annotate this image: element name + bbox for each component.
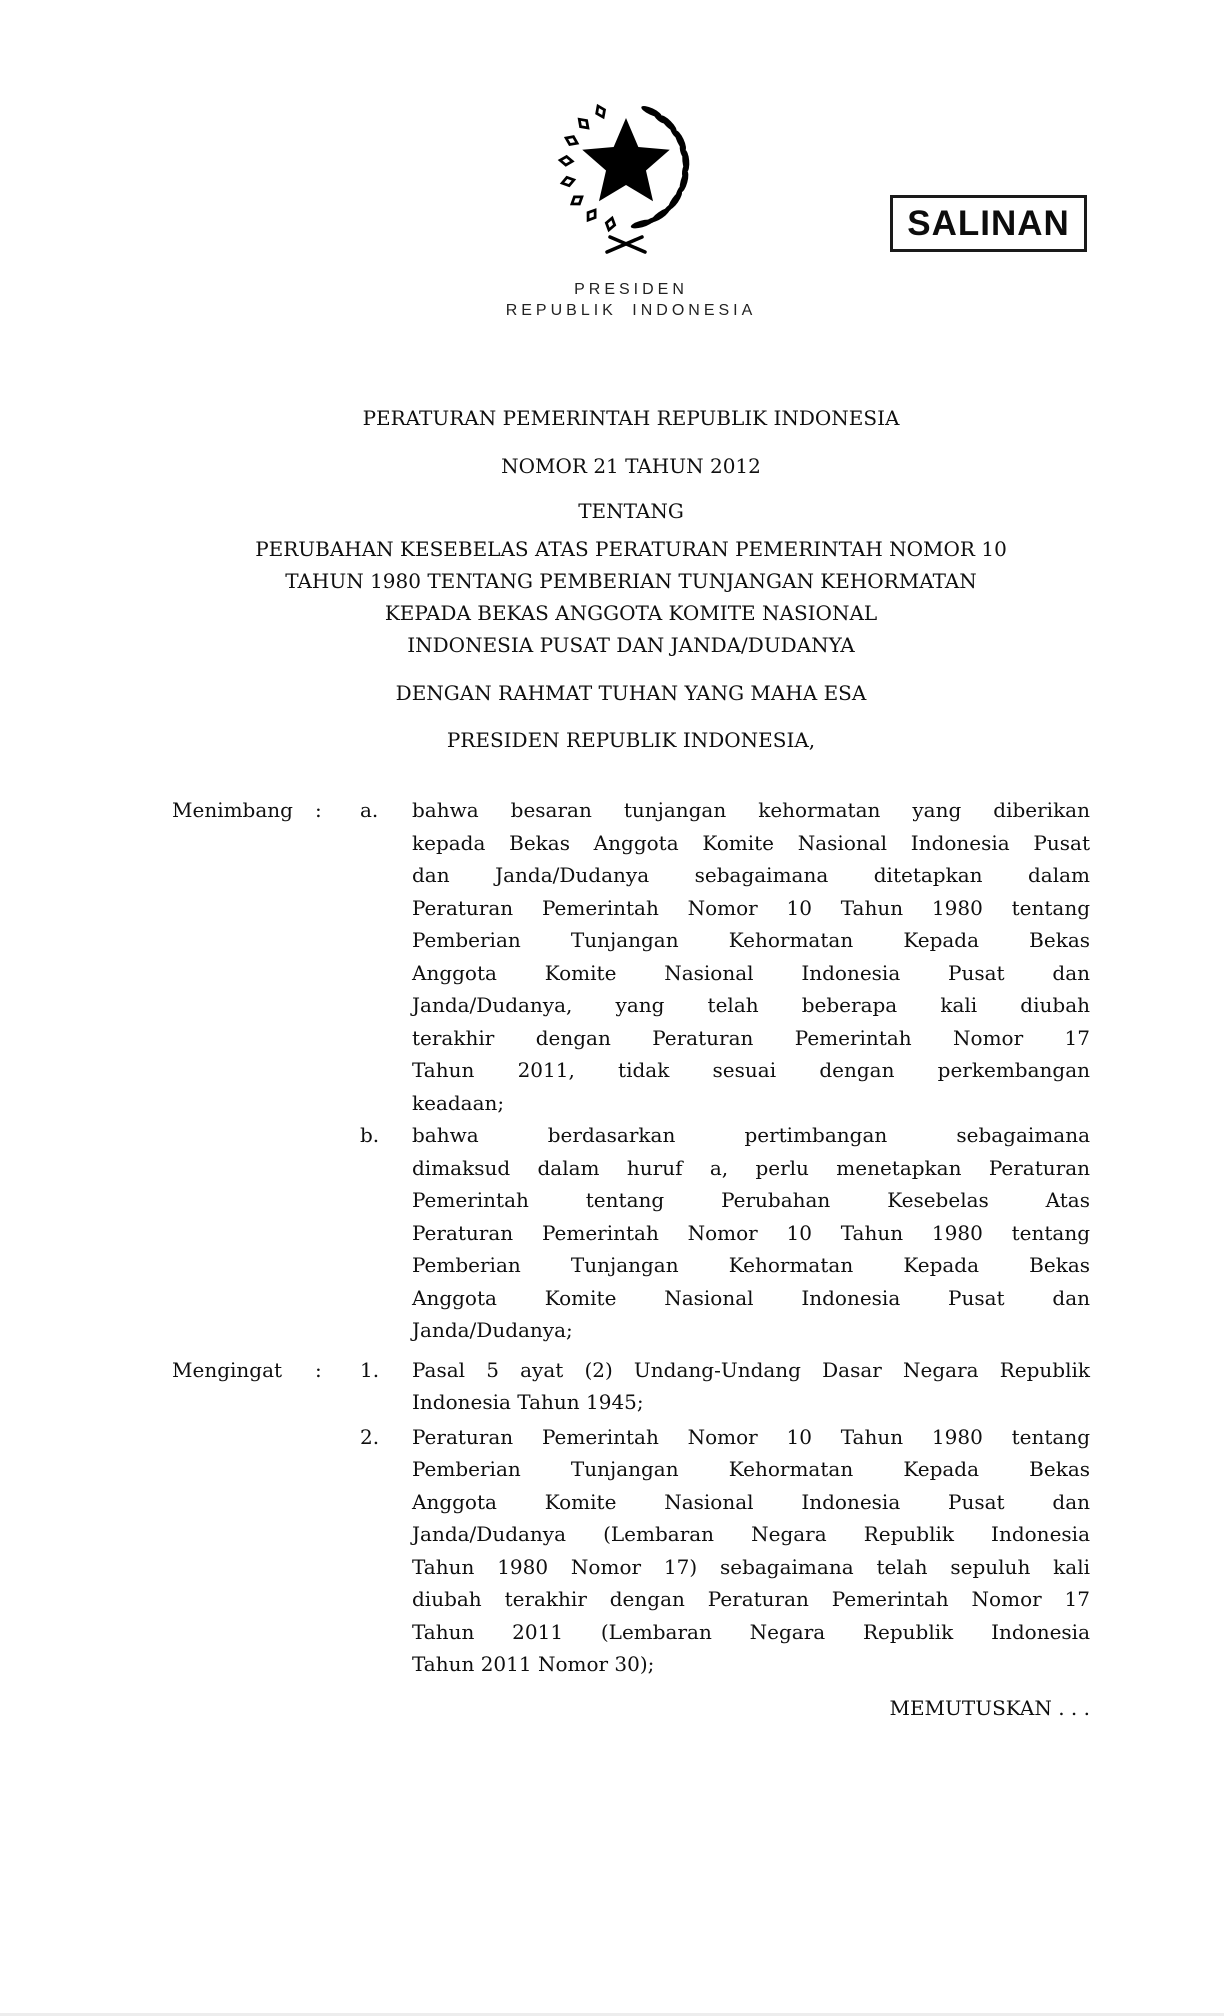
mengingat-item-1-text [412, 1354, 1090, 1419]
item-marker-2: 2. [360, 1424, 380, 1449]
issuing-authority-line: PRESIDEN REPUBLIK INDONESIA, [446, 728, 816, 752]
mengingat-colon: : [315, 1357, 322, 1382]
text-line: bahwa besaran tunjangan kehormatan yang diberikan [412, 798, 1090, 822]
mengingat-label: Mengingat [172, 1357, 283, 1382]
letterhead-republik-indonesia: REPUBLIK INDONESIA [505, 302, 757, 319]
text-line: Anggota Komite Nasional Indonesia Pusat dan [412, 1285, 1090, 1310]
text-line: Anggota Komite Nasional Indonesia Pusat dan [412, 960, 1090, 985]
text-line: dimaksud dalam huruf a, perlu menetapkan Peraturan [412, 1155, 1090, 1180]
menimbang-item-b-text [412, 1119, 1090, 1347]
memutuskan-continuation: MEMUTUSKAN . . . [889, 1695, 1090, 1720]
doc-type-title: PERATURAN PEMERINTAH REPUBLIK INDONESIA [362, 406, 900, 430]
text-line: Tahun 2011 (Lembaran Negara Republik Indonesia [412, 1619, 1090, 1644]
subject-line: TAHUN 1980 TENTANG PEMBERIAN TUNJANGAN KEHORMATAN [285, 569, 977, 593]
menimbang-item-a [172, 794, 1090, 1119]
text-line: Peraturan Pemerintah Nomor 10 Tahun 1980 tentang [412, 1424, 1090, 1449]
subject-line: INDONESIA PUSAT DAN JANDA/DUDANYA [407, 633, 855, 657]
text-line: Pemberian Tunjangan Kehormatan Kepada Bekas [412, 1253, 1090, 1277]
salinan-stamp [890, 195, 1087, 252]
item-marker-a: a. [360, 798, 379, 822]
text-line: Pemberian Tunjangan Kehormatan Kepada Bekas [412, 1457, 1090, 1481]
text-line: Indonesia Tahun 1945; [412, 1390, 644, 1414]
text-line: Tahun 2011 Nomor 30); [412, 1652, 655, 1676]
text-line: kepada Bekas Anggota Komite Nasional Indonesia Pusat [412, 830, 1090, 855]
item-marker-1: 1. [360, 1357, 380, 1382]
text-line: Peraturan Pemerintah Nomor 10 Tahun 1980 tentang [412, 895, 1090, 920]
text-line: Pasal 5 ayat (2) Undang-Undang Dasar Negara Republik [412, 1357, 1090, 1382]
text-line: keadaan; [412, 1090, 505, 1115]
text-line: Janda/Dudanya, yang telah beberapa kali diubah [412, 993, 1090, 1017]
letterhead [172, 279, 1090, 321]
text-line: Tahun 1980 Nomor 17) sebagaimana telah sepuluh kali [412, 1554, 1090, 1579]
mengingat-item-2-text [412, 1421, 1090, 1681]
menimbang-colon: : [315, 798, 322, 822]
menimbang-item-a-text [412, 794, 1090, 1119]
subject-line: PERUBAHAN KESEBELAS ATAS PERATURAN PEMERINTAH NOMOR 10 [255, 537, 1007, 561]
text-line: dan Janda/Dudanya sebagaimana ditetapkan dalam [412, 863, 1090, 887]
text-line: Pemberian Tunjangan Kehormatan Kepada Bekas [412, 928, 1090, 952]
text-line: Anggota Komite Nasional Indonesia Pusat dan [412, 1489, 1090, 1514]
menimbang-label: Menimbang [172, 798, 293, 822]
body-block [172, 794, 1090, 1724]
mengingat-item-2 [172, 1421, 1090, 1681]
text-line: Janda/Dudanya; [412, 1318, 573, 1342]
subject-line: KEPADA BEKAS ANGGOTA KOMITE NASIONAL [384, 601, 878, 625]
subject-block [172, 533, 1090, 661]
tentang-label: TENTANG [578, 499, 684, 523]
salinan-stamp-label: SALINAN [907, 203, 1070, 243]
invocation-line: DENGAN RAHMAT TUHAN YANG MAHA ESA [395, 681, 867, 705]
mengingat-item-1 [172, 1354, 1090, 1419]
text-line: Tahun 2011, tidak sesuai dengan perkembangan [412, 1058, 1090, 1082]
text-line: Peraturan Pemerintah Nomor 10 Tahun 1980 tentang [412, 1220, 1090, 1245]
text-line: terakhir dengan Peraturan Pemerintah Nomor 17 [412, 1025, 1090, 1050]
crossed-stems-icon [607, 237, 645, 252]
presidential-seal-emblem [548, 90, 704, 258]
text-line: diubah terakhir dengan Peraturan Pemerintah Nomor 17 [412, 1587, 1090, 1611]
title-block [172, 405, 1090, 753]
menimbang-item-b [172, 1119, 1090, 1347]
letterhead-presiden: PRESIDEN [574, 281, 688, 298]
item-marker-b: b. [360, 1123, 380, 1147]
text-line: Janda/Dudanya (Lembaran Negara Republik Indonesia [412, 1522, 1090, 1546]
doc-number: NOMOR 21 TAHUN 2012 [501, 454, 761, 478]
star-icon [582, 118, 670, 201]
text-line: bahwa berdasarkan pertimbangan sebagaimana [412, 1123, 1090, 1147]
text-line: Pemerintah tentang Perubahan Kesebelas Atas [412, 1188, 1090, 1212]
